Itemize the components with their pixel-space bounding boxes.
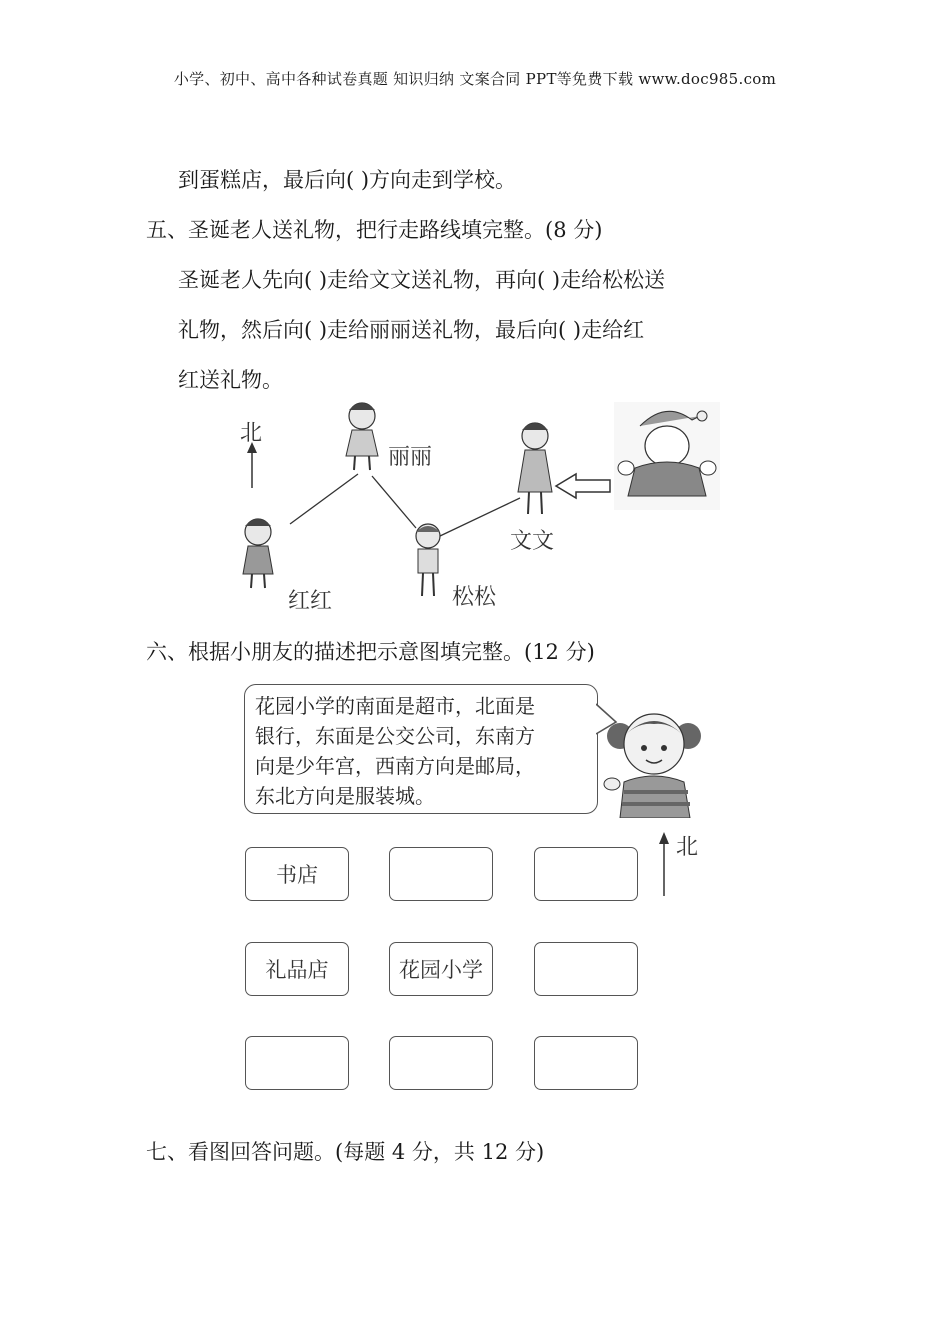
north-label: 北 (240, 421, 263, 446)
q5-line-1: 圣诞老人先向( )走给文文送礼物，再向( )走给松松送 (178, 268, 666, 292)
q4-tail-text: 到蛋糕店，最后向( )方向走到学校。 (178, 168, 517, 192)
q5-line-3: 红送礼物。 (178, 368, 283, 392)
route-line (372, 476, 416, 528)
north-arrow-icon (247, 442, 257, 488)
lili-figure (346, 403, 378, 470)
q6-north-label: 北 (676, 835, 699, 860)
q7-title: 七、看图回答问题。(每题 4 分，共 12 分) (146, 1140, 545, 1164)
bubble-line: 花园小学的南面是超市，北面是 (255, 694, 535, 718)
wenwen-figure (518, 423, 552, 514)
left-arrow-icon (556, 474, 610, 498)
grid-box-east[interactable] (534, 942, 638, 996)
name-honghong: 红红 (288, 589, 333, 614)
bubble-line: 银行，东面是公交公司，东南方 (255, 724, 535, 748)
grid-box-northeast[interactable] (534, 847, 638, 901)
girl-icon (600, 700, 706, 818)
grid-box-garden-school: 花园小学 (389, 942, 493, 996)
name-songsong: 松松 (452, 585, 497, 610)
q5-title: 五、圣诞老人送礼物，把行走路线填完整。(8 分) (146, 218, 603, 242)
name-lili: 丽丽 (388, 445, 433, 470)
honghong-figure (243, 519, 273, 588)
route-line (440, 498, 520, 536)
name-wenwen: 文文 (510, 529, 555, 554)
q6-title: 六、根据小朋友的描述把示意图填完整。(12 分) (146, 640, 595, 664)
q5-line-2: 礼物，然后向( )走给丽丽送礼物，最后向( )走给红 (178, 318, 645, 342)
bubble-line: 东北方向是服装城。 (255, 784, 435, 808)
grid-box-south[interactable] (389, 1036, 493, 1090)
bubble-line: 向是少年宫，西南方向是邮局， (255, 754, 535, 778)
grid-box-southeast[interactable] (534, 1036, 638, 1090)
santa-icon (614, 402, 720, 510)
north-arrow-icon (656, 826, 676, 898)
grid-box-gift-shop: 礼品店 (245, 942, 349, 996)
speech-bubble (244, 684, 598, 814)
grid-box-southwest[interactable] (245, 1036, 349, 1090)
grid-box-book-store: 书店 (245, 847, 349, 901)
page-header: 小学、初中、高中各种试卷真题 知识归纳 文案合同 PPT等免费下载 www.doc985.com (173, 70, 777, 88)
route-line (290, 474, 358, 524)
grid-box-north[interactable] (389, 847, 493, 901)
songsong-figure (416, 524, 440, 596)
